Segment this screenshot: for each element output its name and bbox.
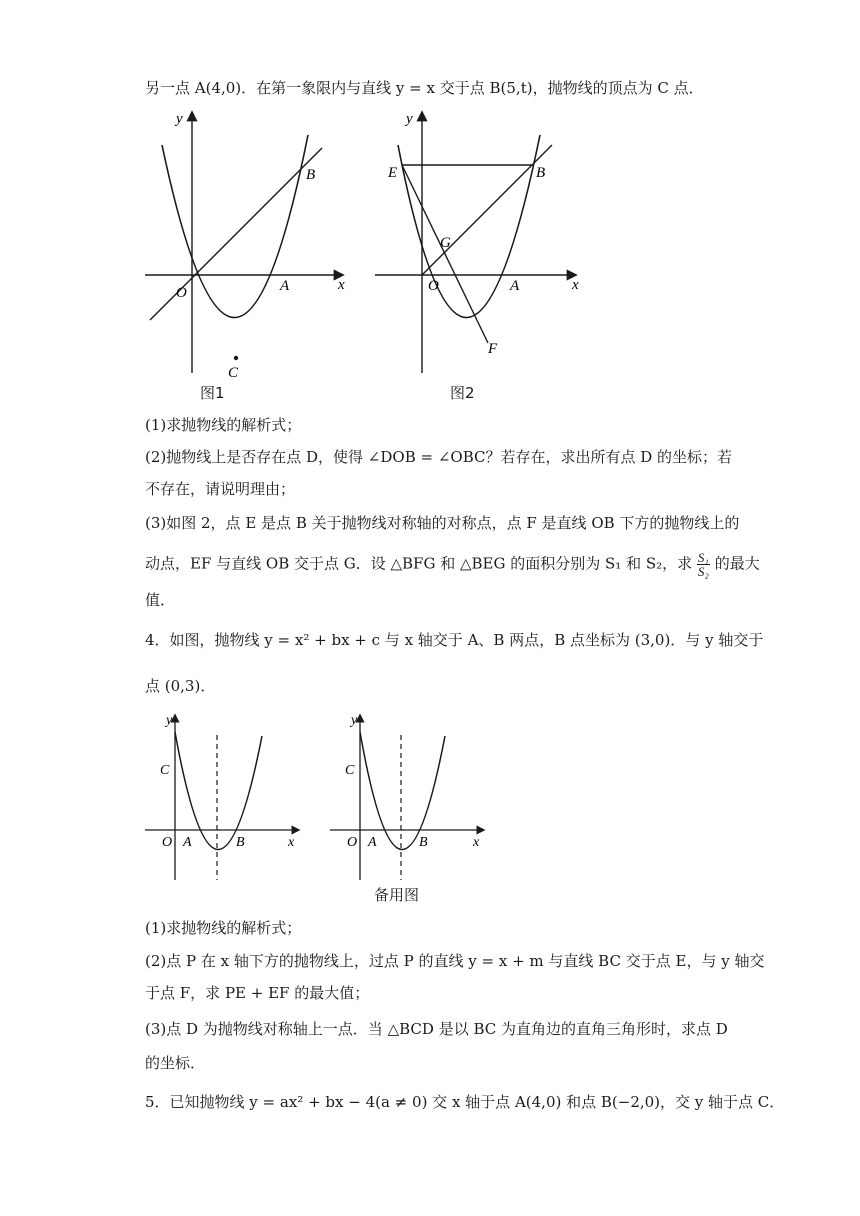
point-e-label: E [388, 165, 398, 181]
point-c-label: C [345, 763, 355, 778]
figure-2-caption: 图2 [450, 384, 475, 402]
point-b-label: B [419, 835, 428, 850]
x-axis-label: x [473, 835, 480, 850]
point-a-label: A [510, 278, 520, 294]
point-f-label: F [488, 341, 498, 357]
parabola-curve [175, 732, 262, 850]
problem4-line2: 点 (0,3)． [145, 677, 216, 695]
problem3-part2-line2: 不存在，请说明理由； [145, 480, 296, 498]
point-b-label: B [236, 835, 245, 850]
problem3-part3-line1: (3)如图 2，点 E 是点 B 关于抛物线对称轴的对称点，点 F 是直线 OB 下方的抛物线上的 [145, 514, 740, 532]
problem4-part1: (1)求抛物线的解析式； [145, 919, 302, 937]
fraction-numerator: S₁ [697, 550, 709, 565]
problem3-part3-line2 [145, 550, 760, 579]
spare-figure [325, 710, 495, 885]
x-axis-label: x [288, 835, 295, 850]
figure-2 [370, 105, 590, 375]
problem4-part3-line2: 的坐标． [145, 1054, 206, 1072]
origin-label: O [428, 278, 439, 294]
problem3-part3-line2-tail: 的最大 [714, 554, 760, 573]
point-g-label: G [440, 235, 451, 251]
point-a-label: A [280, 278, 290, 294]
y-axis-label: y [406, 111, 413, 127]
figure-1 [140, 105, 360, 380]
fraction-s1-s2 [697, 551, 710, 578]
origin-label: O [347, 835, 358, 850]
problem4-part3-line1: (3)点 D 为抛物线对称轴上一点．当 △BCD 是以 BC 为直角边的直角三角形时，求点 D [145, 1020, 728, 1038]
problem3-part3-line2-text: 动点，EF 与直线 OB 交于点 G．设 △BFG 和 △BEG 的面积分别为 S₁ 和 S₂，求 [145, 554, 693, 573]
problem4-figure [140, 710, 310, 885]
segment-ef [402, 165, 488, 343]
parabola-curve [360, 732, 445, 850]
y-axis-label: y [176, 111, 183, 127]
point-b-label: B [306, 167, 316, 183]
spare-figure-caption: 备用图 [374, 886, 420, 904]
vertex-point-c [234, 356, 238, 360]
origin-label: O [162, 835, 173, 850]
problem4-part2-line2: 于点 F，求 PE + EF 的最大值； [145, 984, 370, 1002]
fraction-denominator: S₂ [697, 564, 709, 579]
problem4-line1: 4．如图，抛物线 y = x² + bx + c 与 x 轴交于 A、B 两点，B 点坐标为 (3,0)．与 y 轴交于 [145, 631, 764, 649]
problem3-part2-line1: (2)抛物线上是否存在点 D，使得 ∠DOB = ∠OBC？若存在，求出所有点 D 的坐标；若 [145, 448, 733, 466]
problem3-part1: (1)求抛物线的解析式； [145, 416, 302, 434]
problem5-line1: 5．已知抛物线 y = ax² + bx − 4(a ≠ 0) 交 x 轴于点 A(4,0) 和点 B(−2,0)，交 y 轴于点 C． [145, 1093, 785, 1111]
x-axis-label: x [572, 277, 579, 293]
point-c-label: C [160, 763, 170, 778]
y-axis-label: y [351, 713, 358, 728]
problem3-intro-line: 另一点 A(4,0)．在第一象限内与直线 y = x 交于点 B(5,t)，抛物线的顶点为 C 点． [145, 79, 704, 97]
point-a-label: A [368, 835, 377, 850]
point-b-label: B [536, 165, 546, 181]
point-a-label: A [183, 835, 192, 850]
point-c-label: C [228, 365, 239, 380]
origin-label: O [176, 285, 187, 301]
x-axis-label: x [338, 277, 345, 293]
problem4-part2-line1: (2)点 P 在 x 轴下方的抛物线上，过点 P 的直线 y = x + m 与直线 BC 交于点 E，与 y 轴交 [145, 952, 765, 970]
y-axis-label: y [166, 713, 173, 728]
problem3-part3-line3: 值． [145, 591, 176, 609]
figure-1-caption: 图1 [200, 384, 225, 402]
